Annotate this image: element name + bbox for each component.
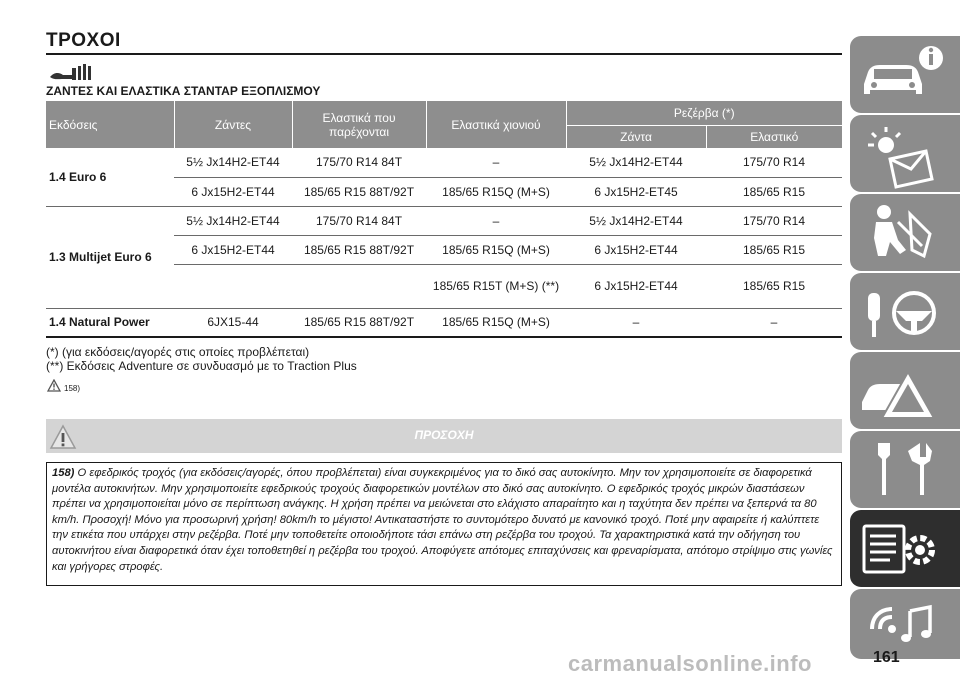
spare-tyre-cell: 185/65 R15	[706, 235, 842, 264]
tab-multimedia[interactable]	[850, 589, 960, 659]
tab-key-steering[interactable]	[850, 273, 960, 350]
rim-cell: 6 Jx15H2-ET44	[174, 177, 292, 206]
spare-rim-cell: 5½ Jx14H2-ET44	[566, 148, 706, 177]
rim-cell: 5½ Jx14H2-ET44	[174, 148, 292, 177]
snow-tyre-cell: –	[426, 206, 566, 235]
warning-triangle-icon	[47, 379, 61, 392]
tyre-cell: 175/70 R14 84T	[292, 206, 426, 235]
warning-text	[52, 466, 836, 575]
tyre-cell	[292, 264, 426, 308]
header-rims: Ζάντες	[174, 101, 292, 148]
header-spare-rim: Ζάντα	[566, 126, 706, 148]
car-info-icon	[850, 36, 960, 113]
spare-rim-cell: 6 Jx15H2-ET44	[566, 264, 706, 308]
version-cell: 1.4 Natural Power	[46, 308, 174, 337]
title-rule	[46, 53, 842, 55]
snow-tyre-cell: 185/65 R15Q (M+S)	[426, 308, 566, 337]
rim-cell: 6JX15-44	[174, 308, 292, 337]
rim-cell	[174, 264, 292, 308]
table-row	[46, 148, 842, 177]
tyre-cell: 185/65 R15 88T/92T	[292, 308, 426, 337]
spare-tyre-cell: 175/70 R14	[706, 148, 842, 177]
footnote-spare: (*) (για εκδόσεις/αγορές στις οποίες προβλέπεται)	[46, 345, 310, 359]
tyre-cell: 175/70 R14 84T	[292, 148, 426, 177]
spare-tyre-cell: 185/65 R15	[706, 177, 842, 206]
spare-tyre-cell: 185/65 R15	[706, 264, 842, 308]
tyre-cell: 185/65 R15 88T/92T	[292, 235, 426, 264]
header-spare: Ρεζέρβα (*)	[566, 101, 842, 126]
tab-car-info[interactable]	[850, 36, 960, 113]
table-row	[46, 206, 842, 235]
warning-reference: 158)	[64, 384, 81, 393]
header-spare-tyre: Ελαστικό	[706, 126, 842, 148]
spare-tyre-cell: –	[706, 308, 842, 337]
header-versions: Εκδόσεις	[46, 101, 174, 148]
breakdown-warning-icon	[850, 352, 960, 429]
rim-cell: 5½ Jx14H2-ET44	[174, 206, 292, 235]
key-steering-wheel-icon	[850, 273, 960, 350]
rim-cell: 6 Jx15H2-ET44	[174, 235, 292, 264]
spare-tyre-cell: 175/70 R14	[706, 206, 842, 235]
watermark: carmanualsonline.info	[568, 651, 812, 676]
page-title: ΤΡΟΧΟΙ	[46, 30, 121, 51]
warning-title: ΠΡΟΣΟΧΗ	[414, 428, 474, 442]
tire-pressure-gauge-icon	[48, 63, 96, 83]
tab-technical-data[interactable]	[850, 510, 960, 587]
section-title: ΖΑΝΤΕΣ ΚΑΙ ΕΛΑΣΤΙΚΑ ΣΤΑΝΤΑΡ ΕΞΟΠΛΙΣΜΟΥ	[46, 84, 321, 98]
spare-rim-cell: 6 Jx15H2-ET45	[566, 177, 706, 206]
table-row	[46, 308, 842, 337]
spare-rim-cell: 6 Jx15H2-ET44	[566, 235, 706, 264]
warning-number: 158)	[52, 467, 75, 479]
warning-box	[46, 462, 842, 586]
page-number: 161	[873, 649, 900, 666]
spare-rim-cell: –	[566, 308, 706, 337]
tab-airbag-seatbelt[interactable]	[850, 194, 960, 271]
airbag-seatbelt-icon	[850, 194, 960, 271]
dashboard-lights-icon	[850, 115, 960, 192]
multimedia-icon	[850, 589, 960, 659]
version-cell: 1.4 Euro 6	[46, 148, 174, 206]
snow-tyre-cell: 185/65 R15Q (M+S)	[426, 235, 566, 264]
snow-tyre-cell: 185/65 R15Q (M+S)	[426, 177, 566, 206]
header-supplied-tyres: Ελαστικά που παρέχονται	[292, 101, 426, 148]
warning-body: Ο εφεδρικός τροχός (για εκδόσεις/αγορές, όπου προβλέπεται) είναι συγκεκριμένος για το δικό σας αυτοκίνητο. Μην τον χρησιμοποιείτε σε διαφορετικά μοντέλα αυτοκινήτων. Μην χρησιμοποιείτε εφεδρικούς τροχούς διαφορετικών μοντέλων στο δικό σας αυτοκίνητο. Ο εφεδρικός τροχός μικρών διαστάσεων πρέπει να χρησιμοποιείται μόνο σε περίπτωση ανάγκης. Η χρήση πρέπει να μειώνεται στο ελάχιστο απαραίτητο και η ταχύτητα δεν πρέπει να ξεπερνά τα 80 km/h. Προσοχή! Μόνο για προσωρινή χρήση! 80km/h το μέγιστο! Αντικαταστήστε το συντομότερο δυνατό με κανονικό τροχό. Ποτέ μην αφαιρείτε ή καλύπτετε την ετικέτα που υπάρχει στην ρεζέρβα. Ποτέ μην τοποθετείτε οποιοδήποτε τάσι επάνω στη ρεζέρβα του τροχού. Τα χαρακτηριστικά κατά την οδήγηση του αυτοκινήτου είναι διαφορετικά όταν έχει τοποθετηθεί η ρεζέρβα του τροχού. Αποφύγετε απότομες επιταχύνσεις και φρεναρίσματα, απότομο στρίψιμο στις γωνίες και γρήγορες στροφές.	[52, 467, 833, 573]
snow-tyre-cell: –	[426, 148, 566, 177]
tab-dashboard-lights[interactable]	[850, 115, 960, 192]
wheels-tyres-table	[46, 101, 842, 338]
technical-data-icon	[850, 510, 960, 587]
tab-maintenance[interactable]	[850, 431, 960, 508]
maintenance-tools-icon	[850, 431, 960, 508]
footnote-adventure: (**) Εκδόσεις Adventure σε συνδυασμό με το Traction Plus	[46, 359, 357, 373]
tab-breakdown[interactable]	[850, 352, 960, 429]
version-cell: 1.3 Multijet Euro 6	[46, 206, 174, 308]
snow-tyre-cell: 185/65 R15T (M+S) (**)	[426, 264, 566, 308]
tyre-cell: 185/65 R15 88T/92T	[292, 177, 426, 206]
spare-rim-cell: 5½ Jx14H2-ET44	[566, 206, 706, 235]
header-snow-tyres: Ελαστικά χιονιού	[426, 101, 566, 148]
